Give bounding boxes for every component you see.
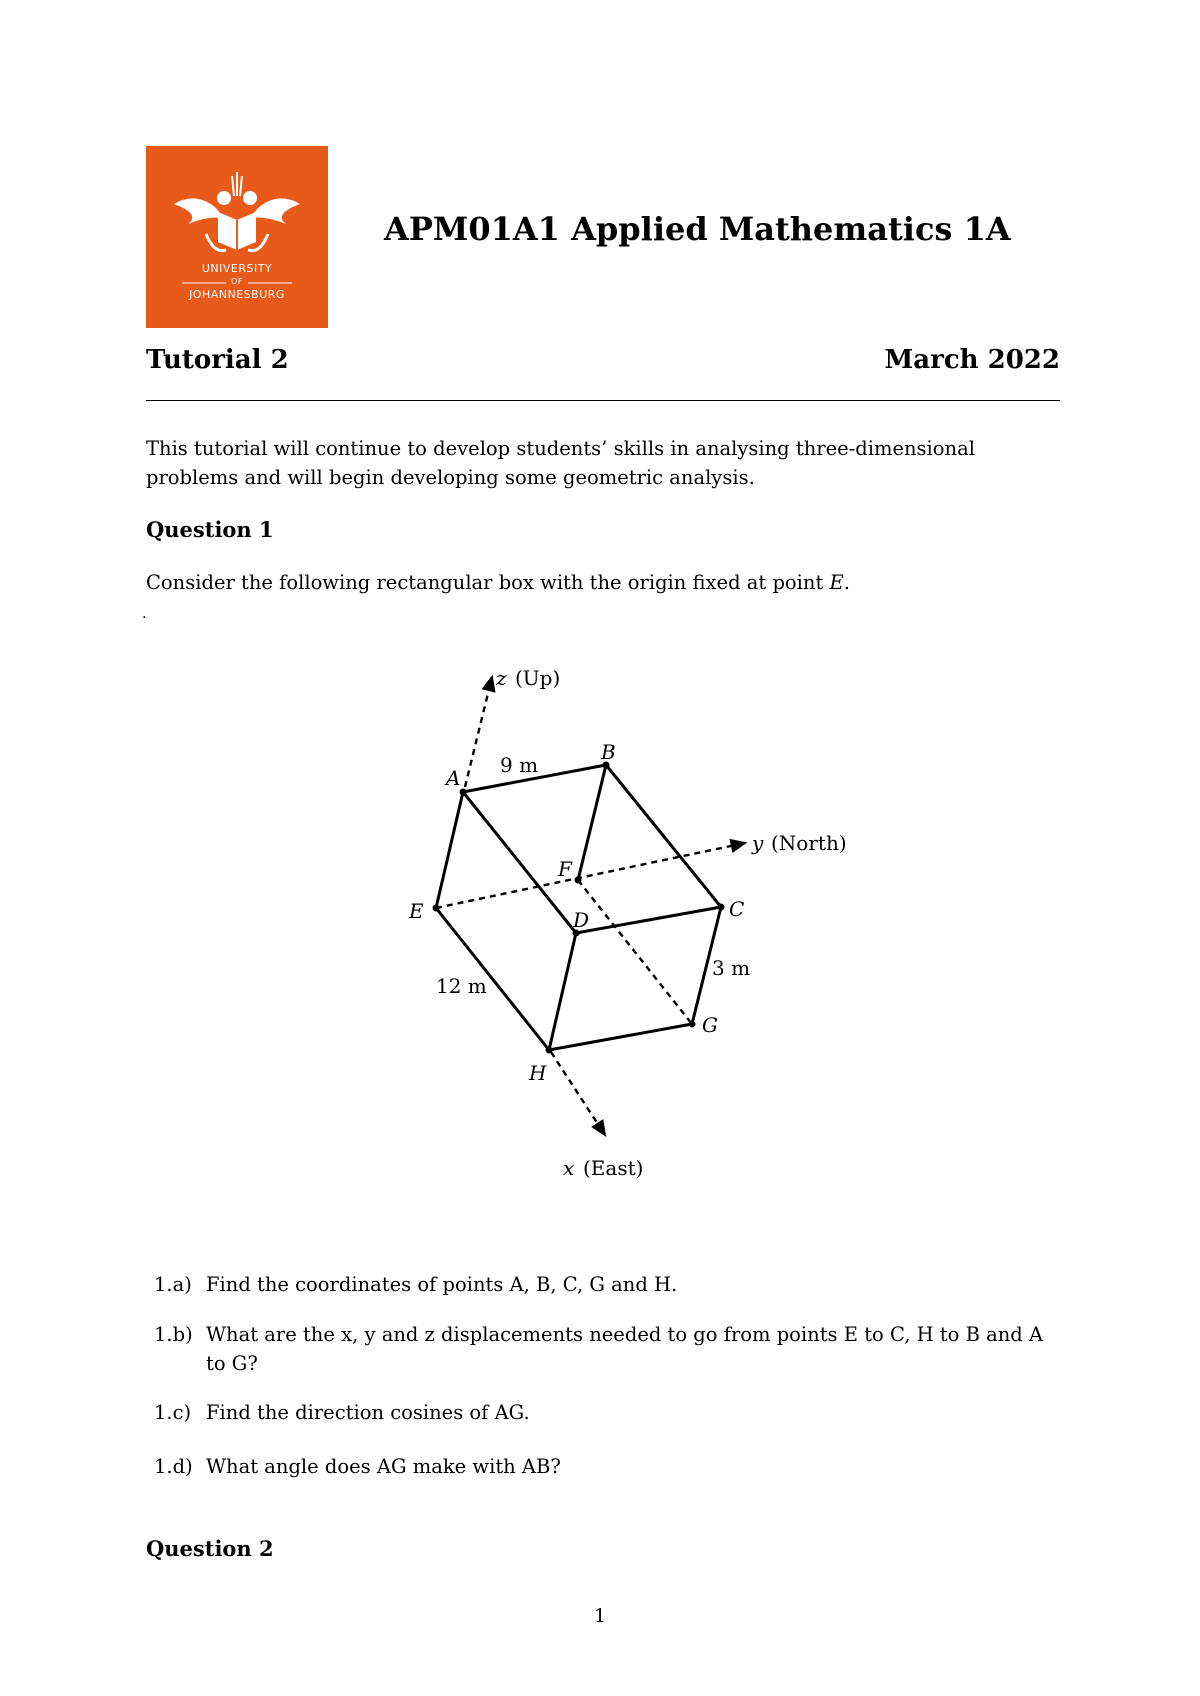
- item-number: 1.d): [154, 1455, 193, 1478]
- y-axis-line: [436, 843, 745, 908]
- label-d: D: [573, 908, 590, 932]
- vertex-g: [689, 1021, 696, 1028]
- logo-johannesburg-text: JOHANNESBURG: [189, 288, 285, 301]
- label-c: C: [729, 897, 745, 921]
- vertex-h: [546, 1047, 553, 1054]
- vertex-f: [575, 877, 582, 884]
- item-number: 1.a): [154, 1273, 192, 1296]
- z-direction-label: (Up): [515, 666, 561, 690]
- dimension-top-label: 9 m: [500, 753, 539, 777]
- question-2-heading: Question 2: [146, 1536, 274, 1561]
- label-h: H: [529, 1061, 547, 1085]
- y-direction-label: (North): [771, 831, 847, 855]
- z-axis-line: [465, 677, 492, 787]
- x-axis-label: x: [563, 1156, 575, 1180]
- label-f: F: [558, 857, 572, 881]
- dimension-front-label: 12 m: [436, 974, 487, 998]
- label-g: G: [702, 1013, 718, 1037]
- item-text: Find the direction cosines of AG.: [206, 1401, 530, 1424]
- vertex-a: [460, 789, 467, 796]
- item-number: 1.c): [154, 1401, 192, 1424]
- edge-f-g: [578, 880, 692, 1024]
- date-label: March 2022: [884, 345, 1060, 375]
- prompt-end: .: [843, 571, 850, 594]
- tutorial-label: Tutorial 2: [146, 345, 289, 375]
- intro-paragraph: This tutorial will continue to develop students’ skills in analysing three-dimensional problems and will begin developing some geometric analysis.: [146, 437, 975, 489]
- logo-university-text: UNIVERSITY: [201, 262, 273, 275]
- z-axis-label: z: [496, 666, 507, 690]
- item-text: Find the coordinates of points A, B, C, G and H.: [206, 1273, 678, 1296]
- document-title: APM01A1 Applied Mathematics 1A: [384, 210, 1011, 248]
- prompt-point: E: [829, 571, 844, 594]
- stray-mark: .: [142, 606, 147, 622]
- x-axis-line: [551, 1052, 605, 1135]
- question-1-heading: Question 1: [146, 517, 274, 542]
- item-text: What angle does AG make with AB?: [206, 1455, 561, 1478]
- y-axis-label: y: [752, 831, 764, 855]
- vertex-c: [718, 904, 725, 911]
- prompt-text: Consider the following rectangular box with the origin fixed at point: [146, 571, 830, 594]
- vertex-e: [433, 905, 440, 912]
- item-text: What are the x, y and z displacements needed to go from points E to C, H to B and A to G?: [206, 1323, 1044, 1375]
- logo-of-text: OF: [231, 277, 243, 286]
- label-b: B: [601, 740, 616, 764]
- x-direction-label: (East): [583, 1156, 644, 1180]
- label-e: E: [409, 899, 424, 923]
- page-number: 1: [593, 1605, 607, 1627]
- dimension-side-label: 3 m: [712, 956, 751, 980]
- item-number: 1.b): [154, 1323, 193, 1346]
- label-a: A: [446, 766, 461, 790]
